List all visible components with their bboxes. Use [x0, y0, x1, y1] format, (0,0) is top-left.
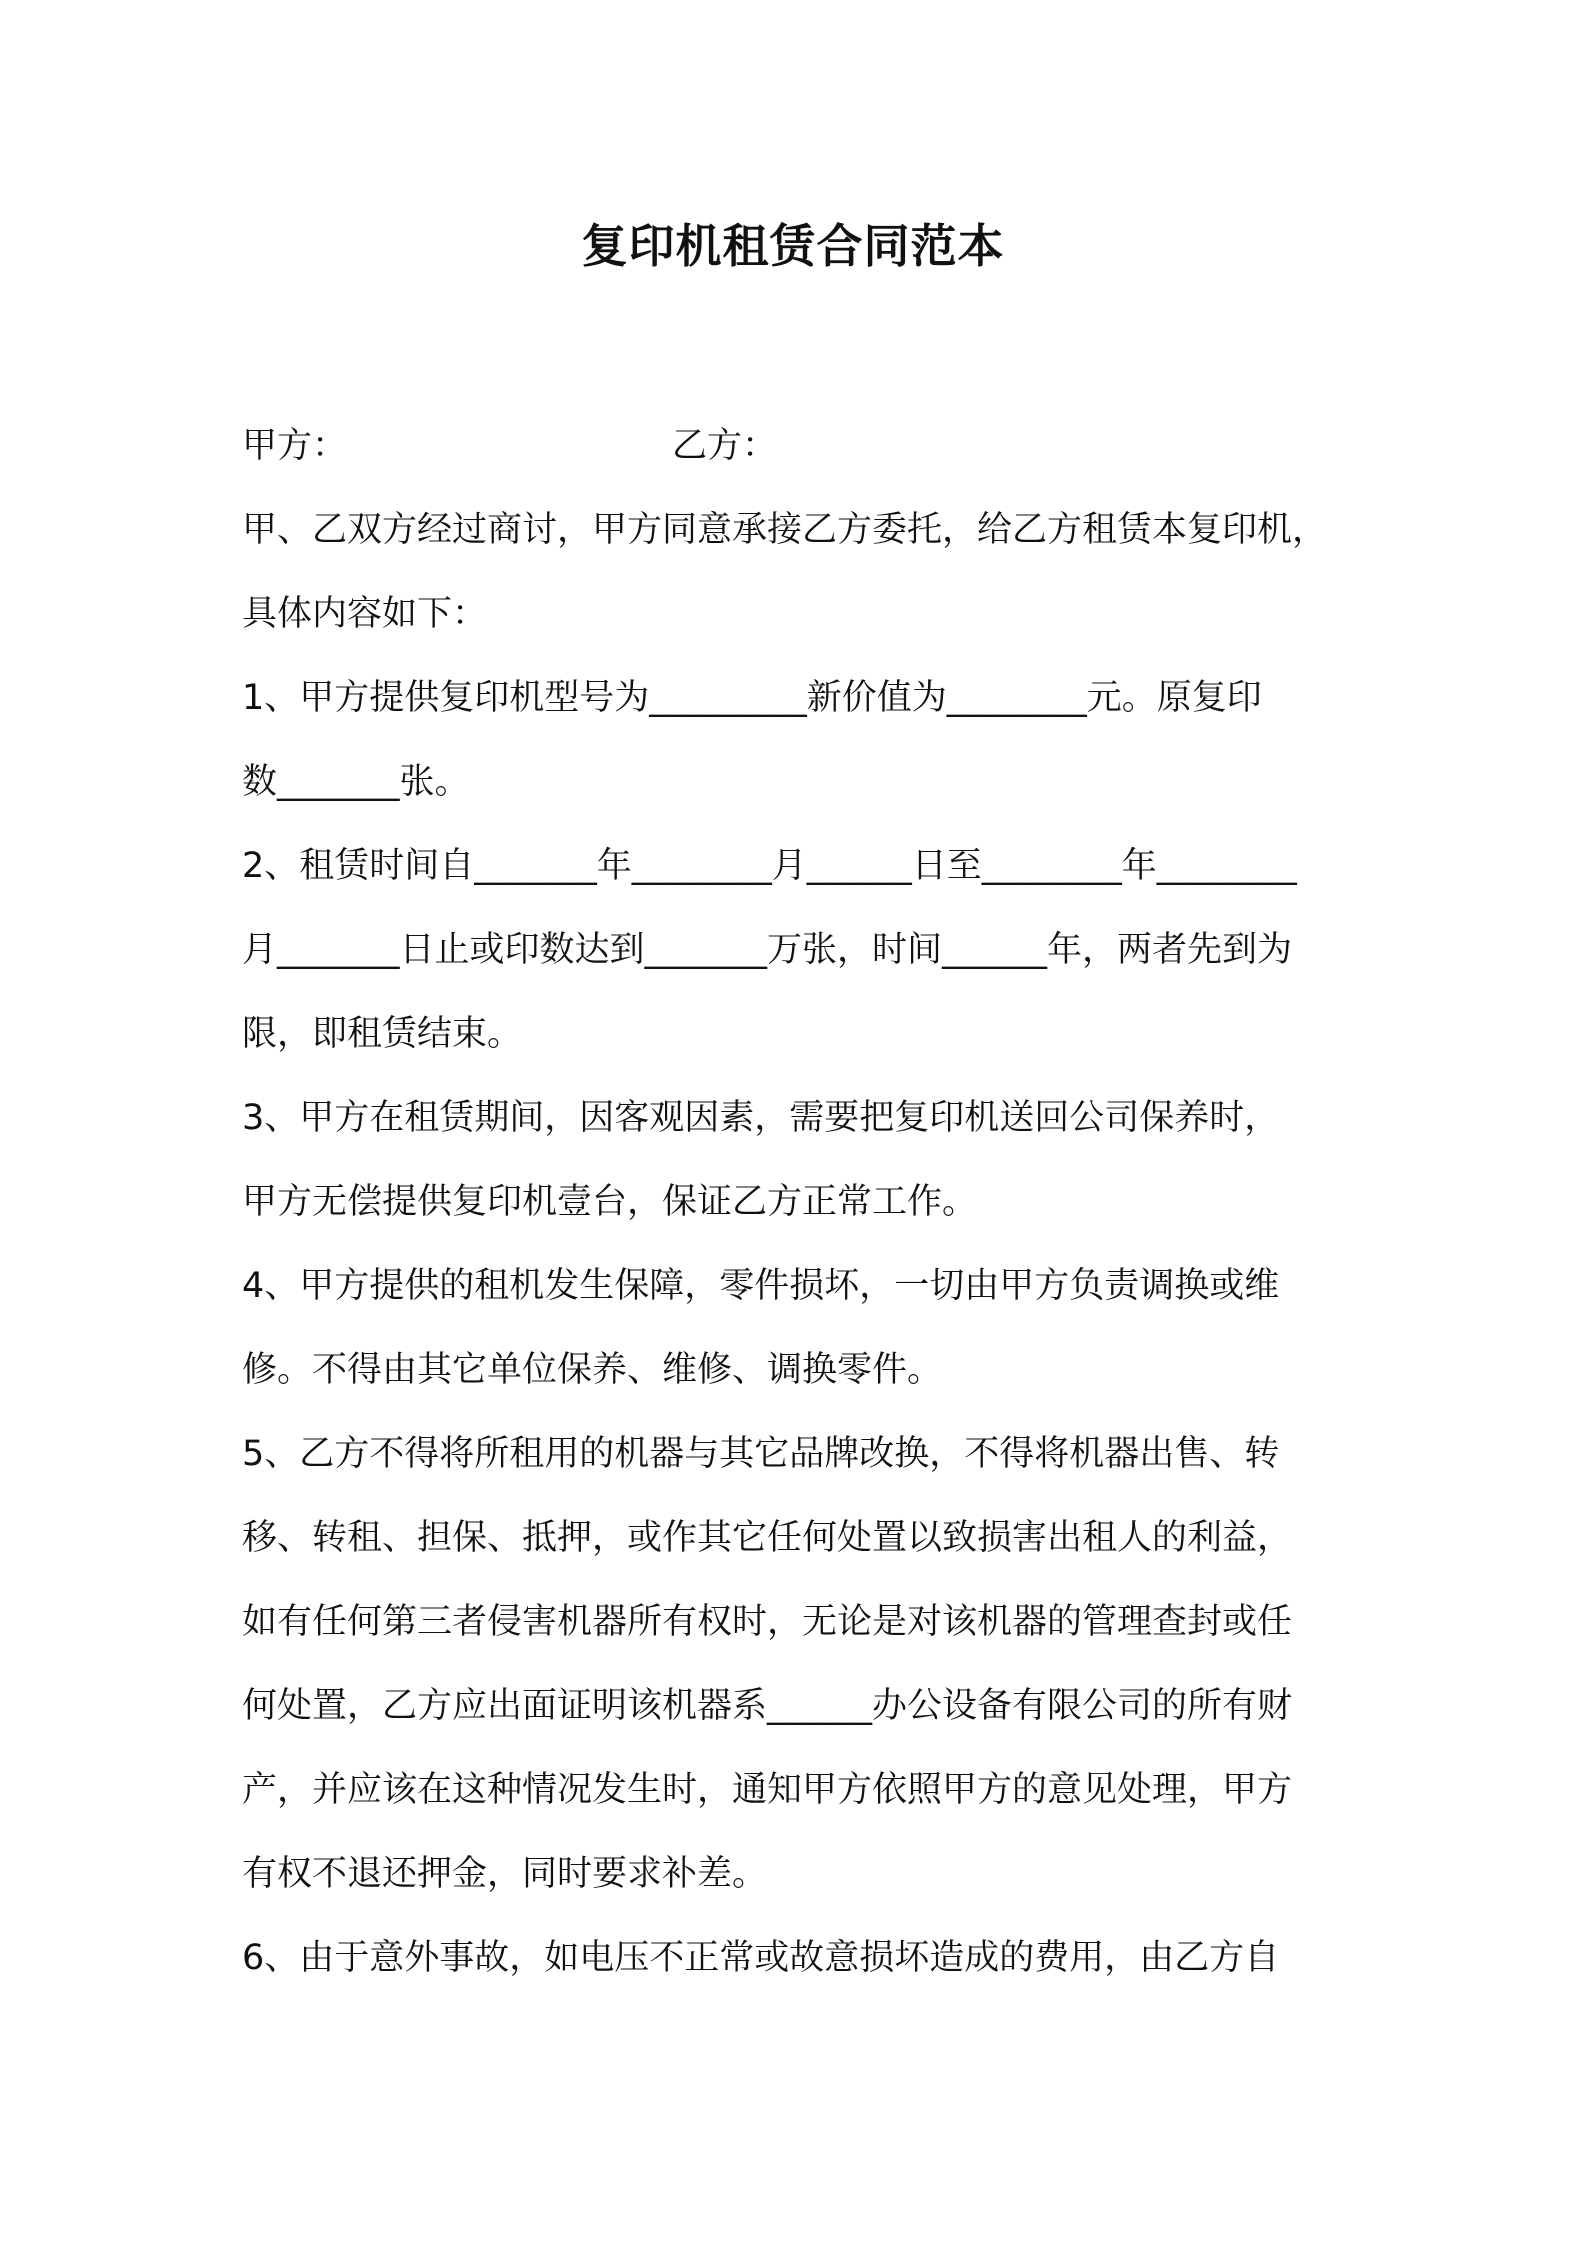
text-line: 1、甲方提供复印机型号为_________新价值为________元。原复印 [242, 678, 1262, 718]
text-line: 修。不得由其它单位保养、维修、调换零件。 [242, 1350, 943, 1390]
text-line: 产，并应该在这种情况发生时，通知甲方依照甲方的意见处理，甲方 [242, 1770, 1293, 1810]
party-a-label: 甲方： [242, 426, 348, 466]
text-line: 4、甲方提供的租机发生保障，零件损坏，一切由甲方负责调换或维 [242, 1266, 1280, 1306]
text-line: 月_______日止或印数达到_______万张，时间______年，两者先到为 [242, 930, 1293, 970]
document-body [242, 404, 1360, 2000]
party-b-label: 乙方： [672, 426, 778, 466]
parties-line [242, 404, 1360, 488]
text-line: 5、乙方不得将所租用的机器与其它品牌改换，不得将机器出售、转 [242, 1434, 1280, 1474]
text-line: 何处置，乙方应出面证明该机器系______办公设备有限公司的所有财 [242, 1686, 1293, 1726]
text-line: 2、租赁时间自_______年________月______日至________年________ [242, 846, 1297, 886]
text-line: 甲方无偿提供复印机壹台，保证乙方正常工作。 [242, 1182, 978, 1222]
text-line: 如有任何第三者侵害机器所有权时，无论是对该机器的管理查封或任 [242, 1602, 1293, 1642]
text-line: 移、转租、担保、抵押，或作其它任何处置以致损害出租人的利益， [242, 1518, 1293, 1558]
text-line: 数_______张。 [242, 762, 470, 802]
text-line: 有权不退还押金，同时要求补差。 [242, 1854, 768, 1894]
text-line: 6、由于意外事故，如电压不正常或故意损坏造成的费用，由乙方自 [242, 1938, 1280, 1978]
text-line: 甲、乙双方经过商讨，甲方同意承接乙方委托，给乙方租赁本复印机， [242, 510, 1328, 550]
text-line: 具体内容如下： [242, 594, 488, 634]
text-line: 3、甲方在租赁期间，因客观因素，需要把复印机送回公司保养时， [242, 1098, 1280, 1138]
text-line: 限，即租赁结束。 [242, 1014, 523, 1054]
document-title: 复印机租赁合同范本 [581, 219, 1005, 273]
